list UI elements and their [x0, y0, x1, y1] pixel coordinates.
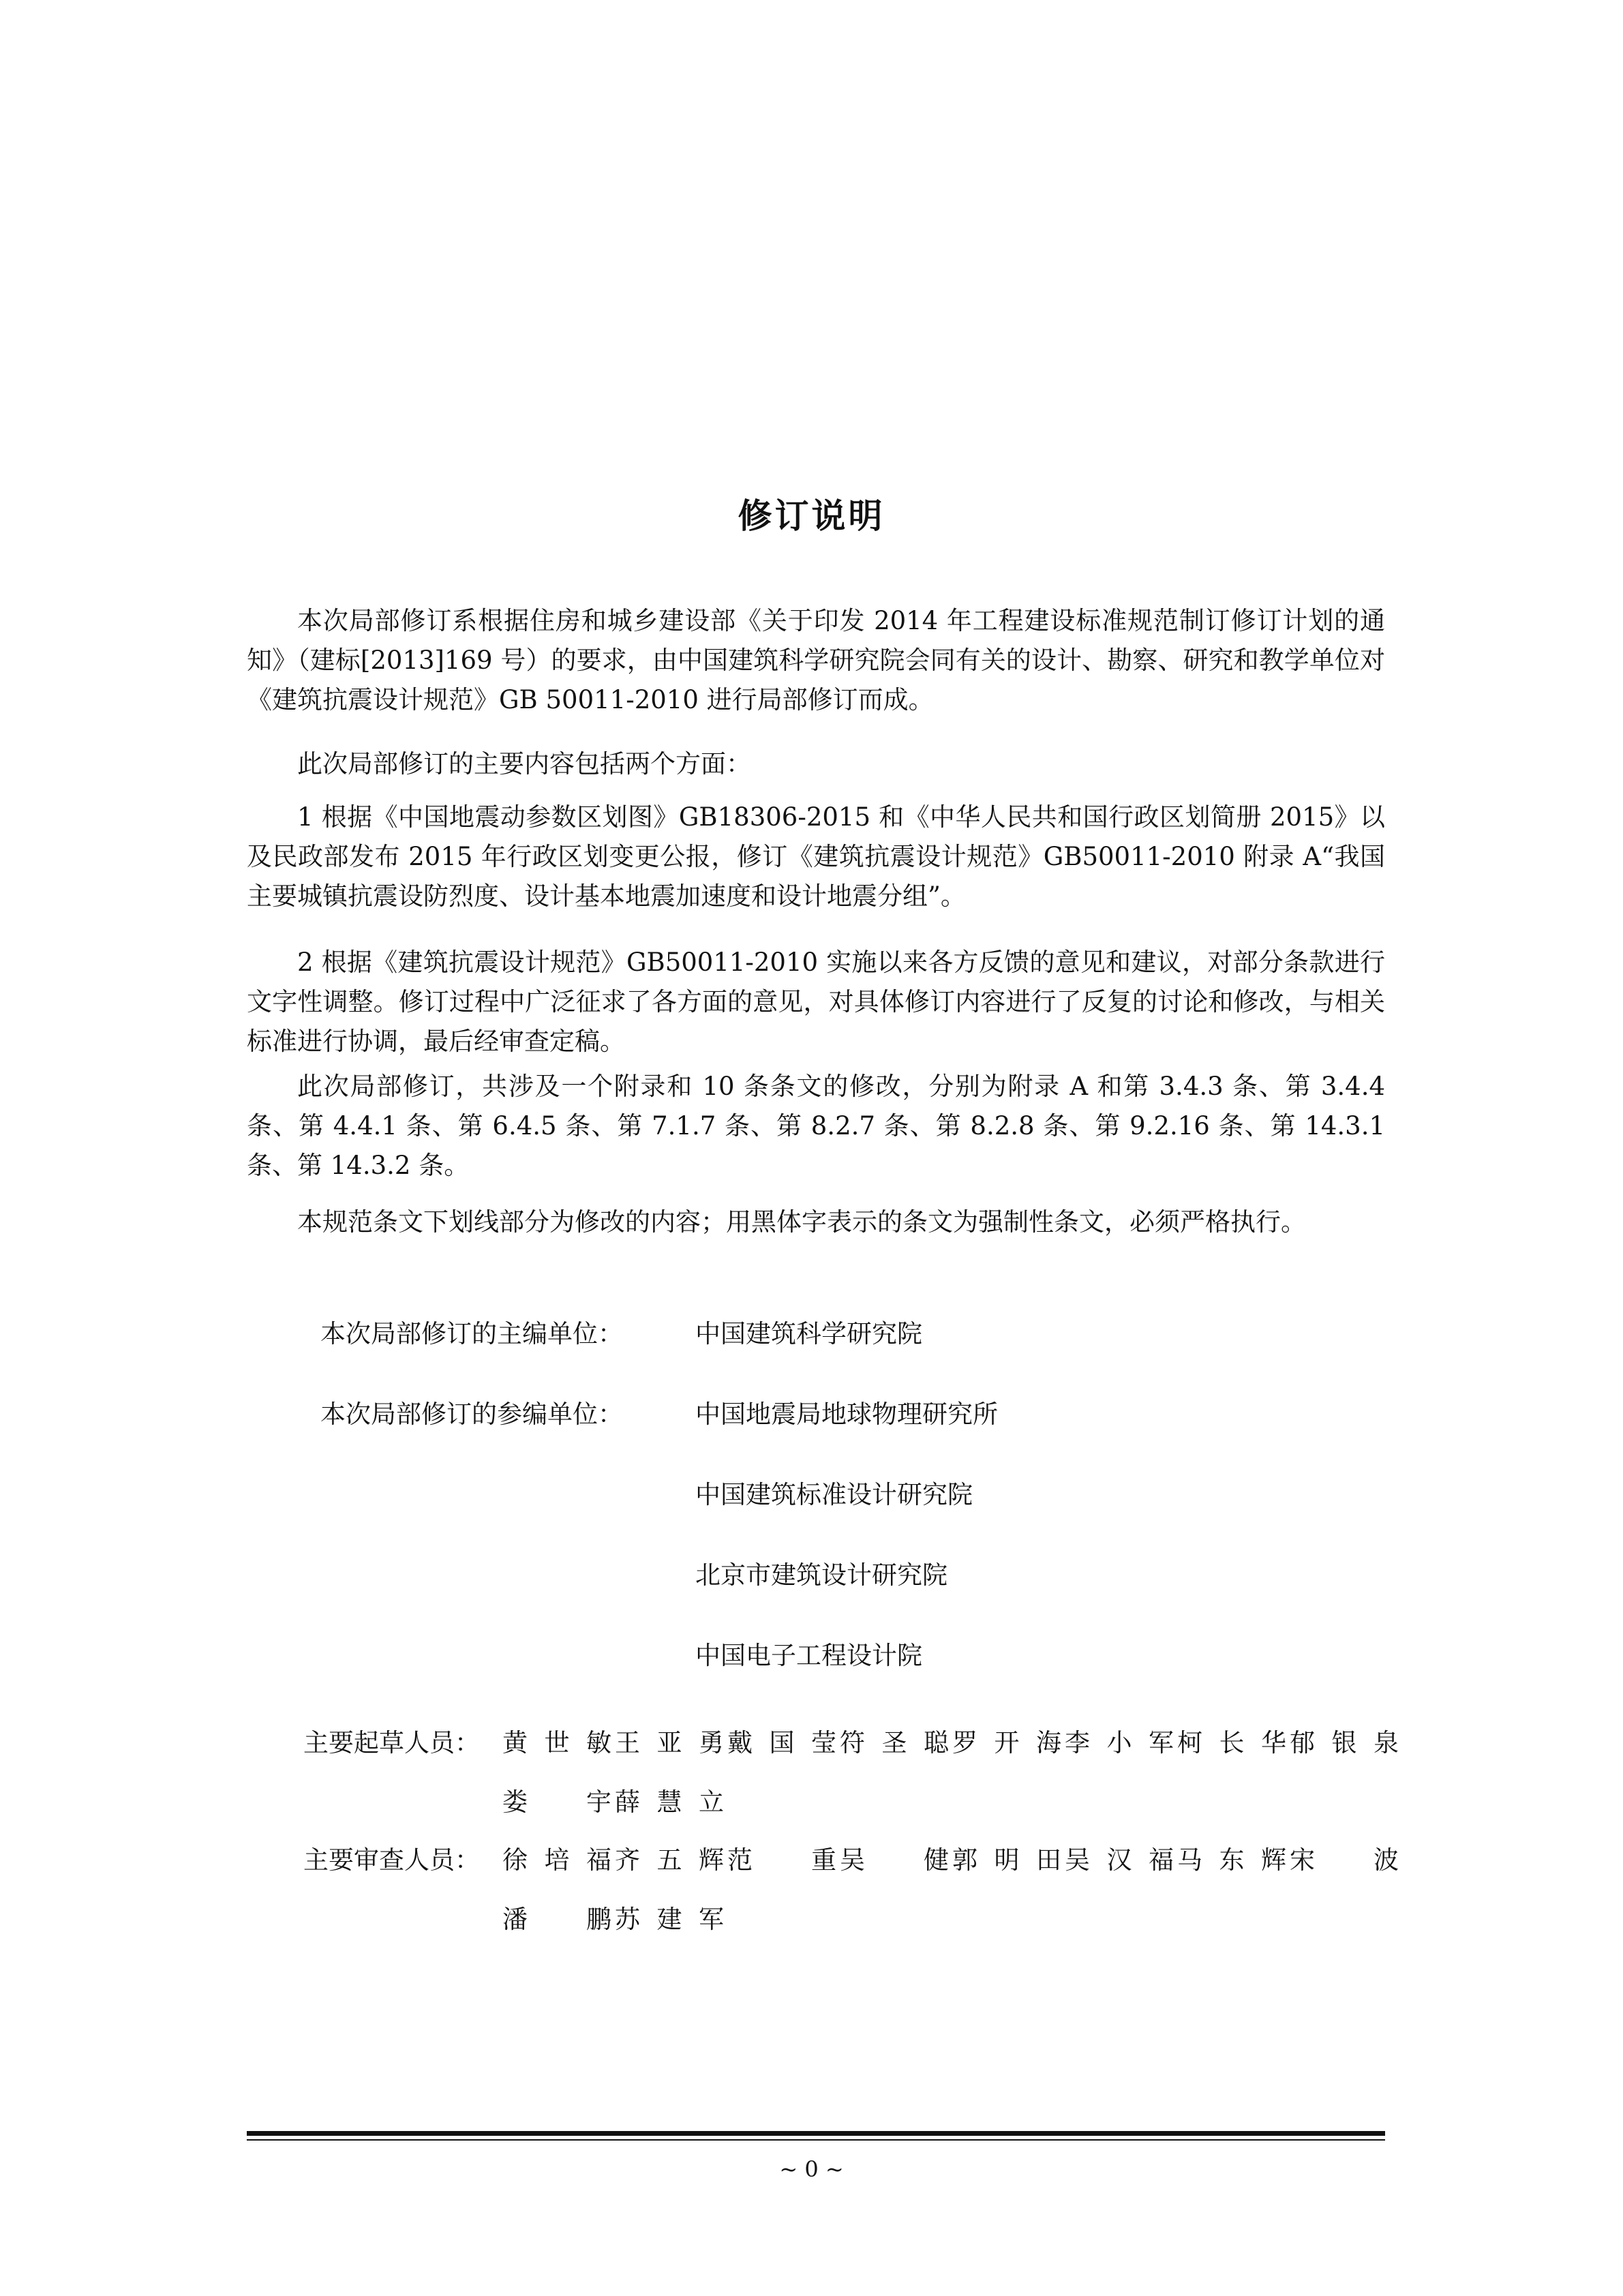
participating-unit-value: 中国地震局地球物理研究所 [695, 1400, 998, 1429]
reviewer-name: 宋波 [1290, 1845, 1399, 1875]
drafter-name: 罗开海 [952, 1728, 1061, 1757]
reviewer-name: 吴健 [840, 1845, 949, 1875]
drafter-name: 薛慧立 [615, 1787, 724, 1817]
paragraph-item-2: 2 根据《建筑抗震设计规范》GB50011-2010 实施以来各方反馈的意见和建议，对部分条款进行文字性调整。修订过程中广泛征求了各方面的意见，对具体修订内容进行了反复的讨论和修改，与相关标准进行协调，最后经审查定稿。 [247, 948, 1385, 1056]
page-title: 修订说明 [738, 496, 885, 536]
paragraph-intro: 本次局部修订系根据住房和城乡建设部《关于印发 2014 年工程建设标准规范制订修订计划的通知》（建标[2013]169 号）的要求，由中国建筑科学研究院会同有关的设计、勘察、研究和教学单位对《建筑抗震设计规范》GB 50011-2010 进行局部修订而成。 [247, 606, 1385, 714]
reviewers-label: 主要审查人员： [303, 1845, 480, 1875]
drafter-name: 王亚勇 [615, 1728, 724, 1757]
participating-unit-value: 北京市建筑设计研究院 [695, 1560, 947, 1590]
participating-unit-value: 中国建筑标准设计研究院 [695, 1480, 973, 1509]
paragraph-notation: 本规范条文下划线部分为修改的内容；用黑体字表示的条文为强制性条文，必须严格执行。 [297, 1207, 1306, 1237]
footer-rule-thin [247, 2139, 1385, 2141]
reviewer-name: 马东辉 [1177, 1845, 1286, 1875]
drafter-name: 戴国莹 [727, 1728, 836, 1757]
drafter-name: 郁银泉 [1290, 1728, 1399, 1757]
drafter-name: 黄世敏 [502, 1728, 611, 1757]
chief-unit-label: 本次局部修订的主编单位： [320, 1319, 623, 1348]
reviewer-name: 范重 [727, 1845, 836, 1875]
footer-rule-thick [247, 2131, 1385, 2136]
reviewer-name: 吴汉福 [1065, 1845, 1174, 1875]
reviewer-name: 苏建军 [615, 1905, 724, 1934]
drafter-name: 娄宇 [502, 1787, 611, 1817]
participating-unit-label: 本次局部修订的参编单位： [320, 1400, 623, 1429]
reviewer-name: 齐五辉 [615, 1845, 724, 1875]
participating-unit-value: 中国电子工程设计院 [695, 1641, 922, 1670]
reviewer-name: 徐培福 [502, 1845, 611, 1875]
drafter-name: 符圣聪 [840, 1728, 949, 1757]
chief-unit-value: 中国建筑科学研究院 [695, 1319, 922, 1348]
reviewer-name: 郭明田 [952, 1845, 1061, 1875]
paragraph-clauses: 此次局部修订，共涉及一个附录和 10 条条文的修改，分别为附录 A 和第 3.4.3 条、第 3.4.4 条、第 4.4.1 条、第 6.4.5 条、第 7.1.7 条、第 8.2.7 条、第 8.2.8 条、第 9.2.16 条、第 14.3.1 条、第 14.3.2 条。 [247, 1072, 1385, 1180]
reviewer-name: 潘鹏 [502, 1905, 611, 1934]
paragraph-scope: 此次局部修订的主要内容包括两个方面： [297, 749, 751, 779]
drafter-name: 柯长华 [1177, 1728, 1286, 1757]
drafters-label: 主要起草人员： [303, 1728, 480, 1757]
page-number: ~ 0 ~ [779, 2156, 844, 2182]
paragraph-item-1: 1 根据《中国地震动参数区划图》GB18306-2015 和《中华人民共和国行政区划简册 2015》以及民政部发布 2015 年行政区划变更公报，修订《建筑抗震设计规范》GB50011-2010 附录 A“我国主要城镇抗震设防烈度、设计基本地震加速度和设计地震分组”。 [247, 802, 1385, 911]
drafter-name: 李小军 [1065, 1728, 1174, 1757]
